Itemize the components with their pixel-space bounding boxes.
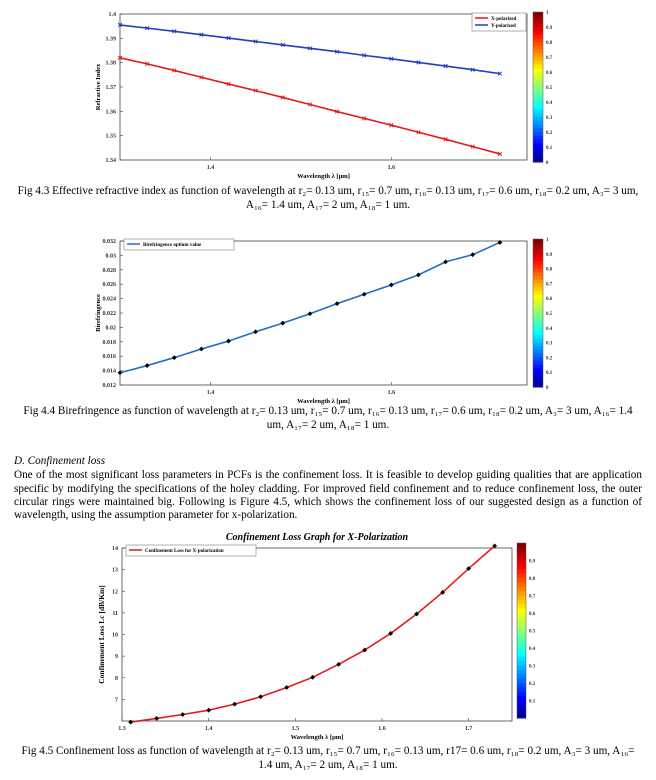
colorbar-tick-label: 0.6: [546, 71, 553, 76]
colorbar-segment: [533, 125, 543, 129]
colorbar-segment: [533, 335, 543, 339]
colorbar-segment: [533, 147, 543, 151]
colorbar-tick-label: 0.9: [546, 252, 553, 258]
colorbar-segment: [517, 674, 526, 679]
y-tick-label: 0.028: [102, 267, 116, 274]
colorbar-segment: [517, 547, 526, 552]
colorbar-tick-label: 0.5: [529, 629, 536, 635]
colorbar-segment: [533, 280, 543, 284]
colorbar-tick-label: 0.9: [529, 559, 536, 565]
y-tick-label: 1.4: [108, 12, 116, 18]
colorbar-segment: [533, 306, 543, 310]
colorbar-segment: [533, 35, 543, 39]
y-tick-label: 0.022: [102, 311, 116, 317]
colorbar-tick-label: 0.3: [546, 341, 553, 347]
colorbar-segment: [533, 265, 543, 269]
plot-area: [120, 14, 527, 160]
colorbar-tick-label: 0.2: [546, 356, 553, 362]
figure-caption: Fig 4.5 Confinement loss as function of wavelength at r₂= 0.13 um, r₁₅= 0.7 um, r₁₆= 0.13 um, r17= 0.6 um, r₁₈= 0.2 um, A₃= 3 um, A₁₆= 1.4 um, A₁₇= 2 um, A₁₈= 1 um.: [21, 745, 635, 771]
colorbar-tick-label: 0.1: [529, 699, 536, 705]
refractive-index-chart: [0, 0, 656, 190]
colorbar-segment: [533, 317, 543, 321]
y-tick-label: 1.38: [105, 60, 116, 67]
colorbar-segment: [533, 261, 543, 265]
colorbar-segment: [533, 246, 543, 250]
colorbar-segment: [517, 604, 526, 609]
colorbar-tick-label: 0.9: [546, 26, 553, 31]
colorbar-segment: [533, 98, 543, 102]
colorbar-segment: [533, 128, 543, 132]
colorbar-segment: [533, 27, 543, 31]
colorbar-tick-label: 0.4: [546, 101, 553, 106]
colorbar-segment: [533, 357, 543, 361]
section-confinement-loss: [14, 455, 642, 522]
y-tick-label: 0.012: [102, 383, 116, 389]
colorbar-segment: [517, 709, 526, 714]
colorbar-tick-label: 0: [546, 161, 549, 166]
colorbar-tick-label: 0.5: [546, 312, 553, 317]
colorbar-segment: [533, 324, 543, 328]
colorbar-tick-label: 0.2: [529, 682, 536, 687]
colorbar-segment: [533, 20, 543, 24]
colorbar-segment: [517, 705, 526, 710]
colorbar-segment: [517, 666, 526, 671]
colorbar-segment: [533, 95, 543, 99]
y-tick-label: 10: [112, 632, 118, 639]
colorbar-segment: [533, 91, 543, 95]
colorbar-segment: [517, 565, 526, 570]
colorbar-segment: [517, 613, 526, 618]
figure-4-5: [0, 528, 656, 780]
section-body: One of the most significant loss parameters in PCFs is the confinement loss. It is feasible to develop guiding qualities that are application specific by modifying the specifications of the holey cladding. For improved field confinement and to reduce confinement loss, the outer circular rings were maintained big. Following is Figure 4.5, which shows the confinement loss of our suggested design as a function of wavelength, using the assumption parameter for x-polarization.: [14, 469, 642, 522]
colorbar-segment: [533, 354, 543, 358]
y-tick-label: 0.016: [102, 354, 116, 361]
y-tick-label: 0.014: [102, 368, 116, 375]
x-tick-label: 1.4: [204, 726, 213, 732]
colorbar-segment: [517, 648, 526, 653]
colorbar-segment: [533, 42, 543, 46]
colorbar-segment: [533, 350, 543, 354]
colorbar-segment: [517, 639, 526, 644]
x-axis-label: Wavelength λ [μm]: [297, 398, 350, 405]
colorbar-segment: [533, 346, 543, 350]
x-tick-label: 1.6: [387, 165, 396, 171]
y-tick-label: 1.34: [105, 158, 116, 164]
colorbar-segment: [533, 117, 543, 121]
colorbar-segment: [533, 132, 543, 136]
colorbar-segment: [533, 243, 543, 247]
colorbar-segment: [517, 635, 526, 640]
chart-title: Confinement Loss Graph for X-Polarization: [225, 532, 409, 543]
colorbar-segment: [517, 626, 526, 631]
legend-label: Birefringence optium value: [143, 243, 202, 248]
colorbar-segment: [533, 287, 543, 291]
colorbar-segment: [533, 365, 543, 369]
y-tick-label: 8: [115, 675, 118, 682]
colorbar-segment: [533, 372, 543, 376]
colorbar-segment: [533, 57, 543, 61]
colorbar-segment: [533, 239, 543, 243]
colorbar-segment: [517, 591, 526, 596]
x-tick-label: 1.5: [291, 726, 300, 732]
colorbar-tick-label: 0.7: [529, 594, 536, 600]
colorbar-segment: [517, 617, 526, 622]
colorbar-segment: [517, 600, 526, 605]
section-heading: D. Confinement loss: [14, 455, 106, 467]
colorbar-tick-label: 0.1: [546, 371, 553, 377]
colorbar-segment: [533, 155, 543, 159]
colorbar-segment: [533, 143, 543, 147]
y-tick-label: 1.37: [105, 85, 116, 91]
colorbar-segment: [517, 670, 526, 675]
y-tick-label: 1.39: [105, 36, 116, 43]
colorbar-segment: [517, 587, 526, 592]
colorbar-segment: [533, 369, 543, 373]
colorbar-segment: [533, 332, 543, 336]
colorbar-tick-label: 0.6: [529, 612, 536, 617]
y-tick-label: 0.032: [102, 239, 116, 245]
y-tick-label: 0.018: [102, 339, 116, 346]
colorbar-segment: [533, 83, 543, 87]
x-tick-label: 1.4: [206, 165, 215, 171]
y-axis-label: Confinement Loss Lc [dB/Km]: [97, 585, 106, 684]
colorbar-segment: [517, 701, 526, 706]
colorbar-segment: [533, 31, 543, 35]
x-axis-label: Wavelength λ [μm]: [297, 173, 350, 180]
colorbar-segment: [517, 657, 526, 662]
colorbar-segment: [517, 631, 526, 636]
colorbar-segment: [533, 269, 543, 273]
figure-caption: Fig 4.3 Effective refractive index as function of wavelength at r₂= 0.13 um, r₁₅= 0.7 um, r₁₆= 0.13 um, r₁₇= 0.6 um, r₁₈= 0.2 um, A₃= 3 um, A₁₆= 1.4 um, A₁₇= 2 um, A₁₈= 1 um.: [17, 185, 639, 211]
x-axis-label: Wavelength λ [μm]: [290, 734, 344, 741]
colorbar-tick-label: 0.3: [546, 116, 553, 121]
colorbar-segment: [533, 254, 543, 258]
colorbar-segment: [533, 76, 543, 80]
colorbar-segment: [533, 87, 543, 91]
colorbar-segment: [517, 561, 526, 566]
colorbar-segment: [533, 12, 543, 16]
y-axis-label: Birefringence: [95, 294, 102, 332]
colorbar-segment: [517, 596, 526, 601]
colorbar-segment: [533, 121, 543, 125]
colorbar-segment: [517, 661, 526, 666]
colorbar-segment: [517, 552, 526, 557]
colorbar-segment: [533, 61, 543, 65]
colorbar-segment: [517, 692, 526, 697]
colorbar-segment: [533, 302, 543, 306]
figure-4-4: [0, 226, 656, 446]
colorbar-segment: [517, 582, 526, 587]
colorbar-segment: [533, 298, 543, 302]
x-tick-label: 1.7: [464, 726, 473, 732]
colorbar-segment: [533, 68, 543, 72]
colorbar-segment: [533, 50, 543, 54]
colorbar-segment: [533, 46, 543, 50]
colorbar-tick-label: 0.8: [546, 267, 553, 273]
colorbar-tick-label: 0.6: [546, 297, 553, 303]
colorbar-segment: [533, 291, 543, 295]
colorbar-tick-label: 0.3: [529, 664, 536, 670]
colorbar-tick-label: 0.7: [546, 56, 553, 61]
y-tick-label: 0.024: [102, 296, 116, 303]
colorbar-segment: [533, 258, 543, 262]
y-tick-label: 7: [115, 697, 118, 704]
colorbar-segment: [533, 376, 543, 380]
y-axis-label: Refractive Index: [95, 63, 102, 111]
colorbar-segment: [533, 140, 543, 144]
colorbar-segment: [517, 644, 526, 649]
colorbar-segment: [533, 250, 543, 254]
colorbar-segment: [533, 136, 543, 140]
colorbar-segment: [517, 679, 526, 684]
colorbar-segment: [533, 151, 543, 155]
colorbar-tick-label: 1: [546, 238, 549, 243]
colorbar-segment: [533, 272, 543, 276]
colorbar-segment: [517, 609, 526, 614]
y-tick-label: 13: [112, 567, 118, 574]
colorbar-segment: [517, 652, 526, 657]
colorbar-segment: [533, 38, 543, 42]
colorbar-segment: [533, 343, 543, 347]
colorbar-segment: [533, 53, 543, 57]
y-tick-label: 0.02: [105, 325, 116, 332]
confinement-loss-chart: [0, 528, 656, 744]
colorbar-segment: [517, 683, 526, 688]
colorbar-tick-label: 0.5: [546, 86, 553, 91]
colorbar-segment: [533, 80, 543, 84]
colorbar-segment: [533, 380, 543, 384]
colorbar-tick-label: 0.1: [546, 146, 553, 151]
colorbar-segment: [533, 313, 543, 317]
colorbar-segment: [533, 339, 543, 343]
legend-label: Y-polarized: [491, 24, 516, 29]
colorbar-segment: [533, 328, 543, 332]
colorbar-tick-label: 0.2: [546, 131, 553, 136]
plot-area: [120, 241, 527, 385]
legend-label: Confinement Loss for X-polarization: [145, 549, 224, 554]
colorbar-segment: [533, 361, 543, 365]
x-tick-label: 1.6: [387, 390, 396, 396]
colorbar-segment: [533, 113, 543, 117]
figure-4-3: [0, 0, 656, 216]
colorbar-segment: [533, 276, 543, 280]
y-tick-label: 12: [112, 589, 118, 596]
colorbar-segment: [533, 110, 543, 114]
colorbar-tick-label: 0.4: [529, 647, 536, 652]
legend-label: X-polarized: [491, 17, 517, 22]
colorbar-segment: [533, 16, 543, 20]
colorbar-segment: [517, 622, 526, 627]
colorbar-segment: [533, 23, 543, 27]
plot-area: [122, 548, 512, 721]
colorbar-segment: [517, 574, 526, 579]
colorbar-tick-label: 1: [546, 11, 549, 16]
colorbar-segment: [517, 696, 526, 701]
colorbar-segment: [517, 687, 526, 692]
colorbar-segment: [533, 102, 543, 106]
colorbar-segment: [533, 295, 543, 299]
x-tick-label: 1.6: [378, 726, 386, 732]
colorbar-segment: [517, 556, 526, 561]
colorbar-tick-label: 0.8: [546, 41, 553, 46]
y-tick-label: 11: [112, 610, 118, 617]
colorbar-segment: [533, 320, 543, 324]
colorbar-segment: [533, 65, 543, 69]
colorbar-segment: [533, 283, 543, 287]
figure-caption: Fig 4.4 Birefringence as function of wavelength at r₂= 0.13 um, r₁₅= 0.7 um, r₁₆= 0.13 um, r₁₇= 0.6 um, r₁₈= 0.2 um, A₃= 3 um, A₁₆= 1.4 um, A₁₇= 2 um, A₁₈= 1 um.: [23, 405, 633, 431]
y-tick-label: 14: [112, 546, 118, 552]
colorbar-tick-label: 0.7: [546, 282, 553, 288]
y-tick-label: 1.36: [105, 109, 116, 116]
colorbar-segment: [517, 569, 526, 574]
x-tick-label: 1.4: [206, 390, 215, 396]
colorbar-tick-label: 0.8: [529, 577, 536, 582]
colorbar-tick-label: 0.4: [546, 326, 553, 332]
colorbar-segment: [517, 578, 526, 583]
y-tick-label: 0.03: [105, 253, 116, 260]
colorbar-segment: [533, 72, 543, 76]
birefringence-chart: [0, 226, 656, 406]
y-tick-label: 1.35: [105, 133, 116, 140]
colorbar-tick-label: 0: [546, 386, 549, 391]
y-tick-label: 9: [115, 654, 118, 661]
y-tick-label: 0.026: [102, 282, 116, 289]
x-tick-label: 1.3: [118, 726, 126, 732]
colorbar-segment: [533, 106, 543, 110]
colorbar-segment: [517, 543, 526, 548]
colorbar-segment: [533, 309, 543, 313]
